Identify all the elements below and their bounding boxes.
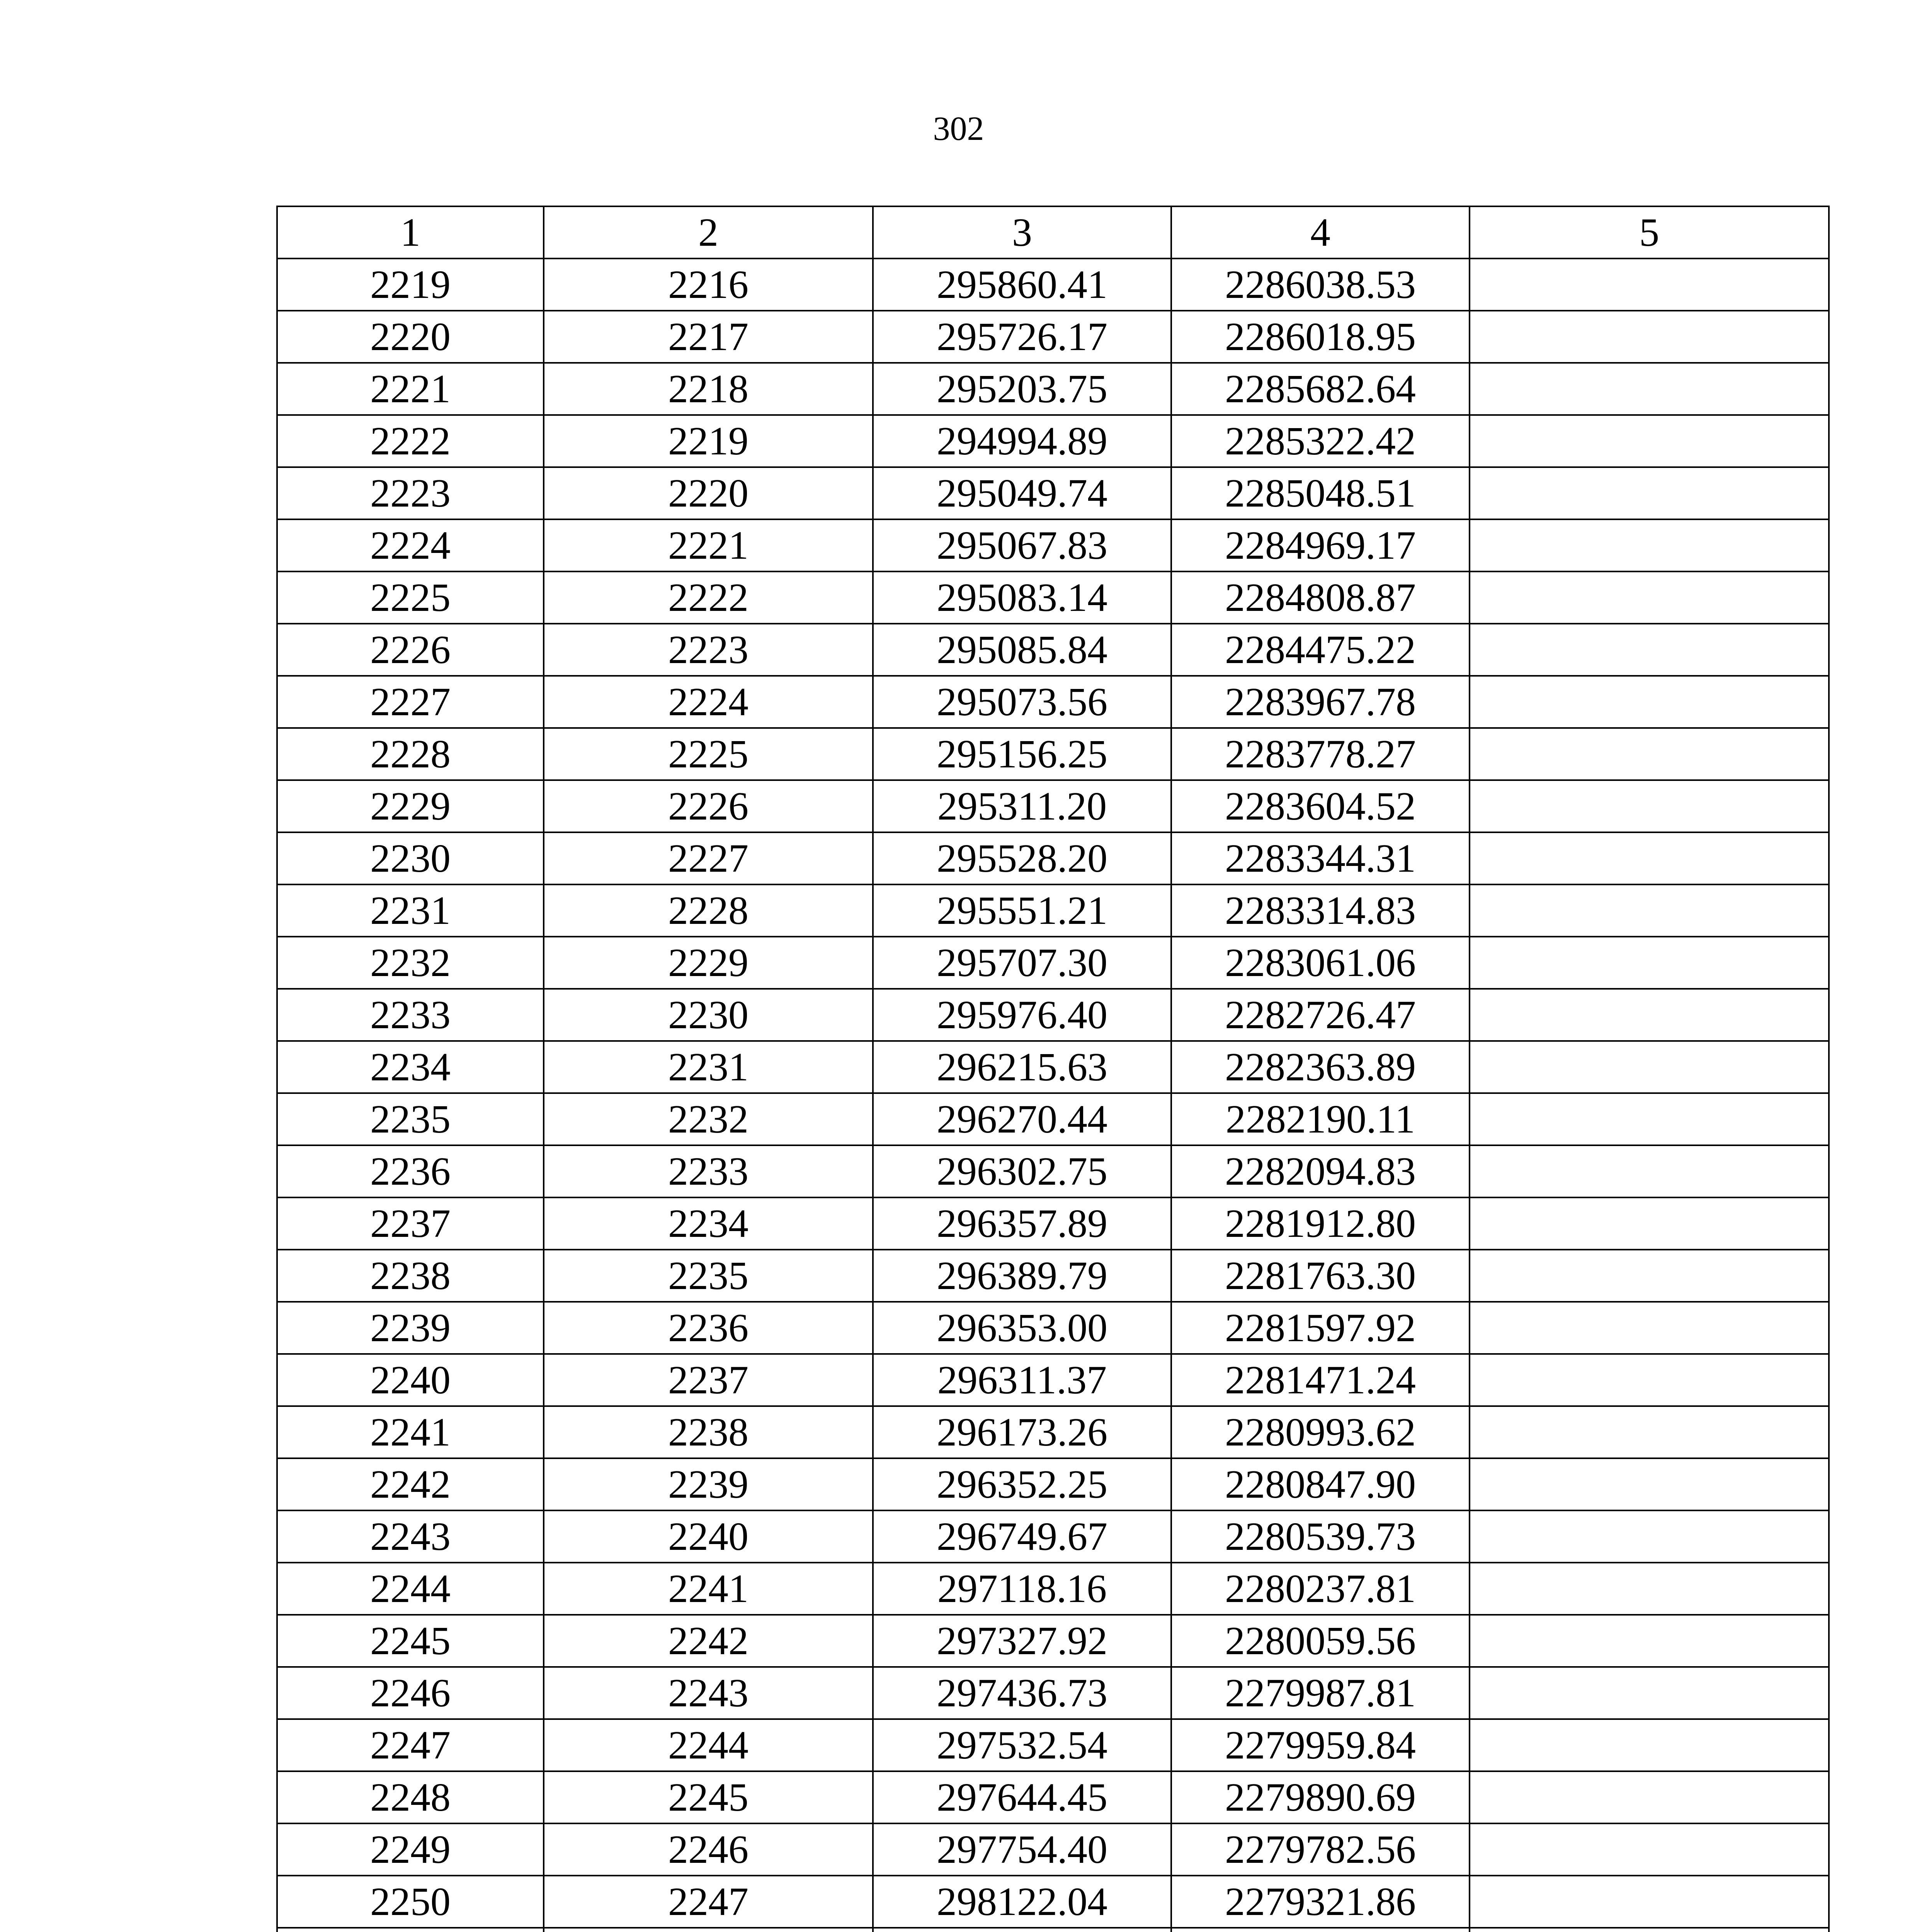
table-cell-col-5: [1470, 1093, 1829, 1145]
table-cell-col-1: 2237: [277, 1197, 544, 1250]
table-cell-col-5: [1470, 519, 1829, 571]
table-cell-col-4: 2281597.92: [1171, 1302, 1470, 1354]
table-row: [277, 937, 1829, 989]
table-cell-col-1: 2223: [277, 467, 544, 519]
table-row: [277, 1197, 1829, 1250]
table-cell-col-4: 2280237.81: [1171, 1563, 1470, 1615]
table-cell-col-1: 2220: [277, 311, 544, 363]
table-cell-col-4: 2282726.47: [1171, 989, 1470, 1041]
table-cell-col-3: 296173.26: [873, 1406, 1171, 1458]
table-cell-col-2: 2221: [544, 519, 873, 571]
table-cell-col-3: 295976.40: [873, 989, 1171, 1041]
table-cell-col-3: 295707.30: [873, 937, 1171, 989]
table-cell-col-2: 2244: [544, 1719, 873, 1771]
table-cell-col-5: [1470, 1354, 1829, 1406]
table-cell-col-2: 2231: [544, 1041, 873, 1093]
table-row: [277, 1250, 1829, 1302]
table-cell-col-2: 2224: [544, 676, 873, 728]
table-row: [277, 1823, 1829, 1876]
table-row: [277, 1928, 1829, 1932]
table-cell-col-3: 296352.25: [873, 1458, 1171, 1510]
table-cell-col-4: 2283314.83: [1171, 884, 1470, 937]
table-cell-col-3: 297532.54: [873, 1719, 1171, 1771]
table-cell-col-2: 2222: [544, 571, 873, 624]
table-cell-col-4: 2281471.24: [1171, 1354, 1470, 1406]
table-cell-col-2: 2217: [544, 311, 873, 363]
table-cell-col-1: 2239: [277, 1302, 544, 1354]
table-cell-col-2: 2242: [544, 1615, 873, 1667]
table-cell-col-2: 2219: [544, 415, 873, 467]
table-cell-col-4: 2281912.80: [1171, 1197, 1470, 1250]
table-cell-col-1: 2242: [277, 1458, 544, 1510]
table-cell-col-3: 295085.84: [873, 624, 1171, 676]
table-cell-col-2: 2225: [544, 728, 873, 780]
table-cell-col-3: 296389.79: [873, 1250, 1171, 1302]
table-cell-col-4: 2284808.87: [1171, 571, 1470, 624]
column-header-2: 2: [544, 206, 873, 259]
table-row: [277, 1093, 1829, 1145]
table-cell-col-3: 296311.37: [873, 1354, 1171, 1406]
table-cell-col-4: 2285682.64: [1171, 363, 1470, 415]
table-row: [277, 1406, 1829, 1458]
table-cell-col-3: 297436.73: [873, 1667, 1171, 1719]
table-cell-col-3: 295528.20: [873, 832, 1171, 884]
table-cell-col-2: 2246: [544, 1823, 873, 1876]
table-cell-col-3: 294994.89: [873, 415, 1171, 467]
table-cell-col-1: 2221: [277, 363, 544, 415]
table-cell-col-1: 2244: [277, 1563, 544, 1615]
table-cell-col-2: 2239: [544, 1458, 873, 1510]
table-cell-col-1: 2238: [277, 1250, 544, 1302]
coordinates-table: [276, 206, 1830, 1932]
table-cell-col-5: [1470, 1458, 1829, 1510]
table-cell-col-3: 295726.17: [873, 311, 1171, 363]
table-cell-col-1: 2236: [277, 1145, 544, 1197]
table-cell-col-2: 2235: [544, 1250, 873, 1302]
table-cell-col-3: 295203.75: [873, 363, 1171, 415]
table-cell-col-3: 295067.83: [873, 519, 1171, 571]
table-row: [277, 1354, 1829, 1406]
table-cell-col-4: 2286038.53: [1171, 259, 1470, 311]
table-cell-col-1: 2229: [277, 780, 544, 832]
table-row: [277, 1615, 1829, 1667]
table-cell-col-3: 296353.00: [873, 1302, 1171, 1354]
table-cell-col-5: [1470, 1563, 1829, 1615]
table-cell-col-5: [1470, 780, 1829, 832]
table-cell-col-1: [277, 1928, 544, 1932]
table-cell-col-1: 2227: [277, 676, 544, 728]
table-cell-col-3: 295073.56: [873, 676, 1171, 728]
table-cell-col-3: 295551.21: [873, 884, 1171, 937]
table-cell-col-1: 2232: [277, 937, 544, 989]
table-cell-col-3: 296357.89: [873, 1197, 1171, 1250]
table-row: [277, 624, 1829, 676]
table-cell-col-4: 2283344.31: [1171, 832, 1470, 884]
table-row: [277, 1041, 1829, 1093]
table-cell-col-1: 2241: [277, 1406, 544, 1458]
table-cell-col-1: 2240: [277, 1354, 544, 1406]
table-cell-col-2: 2241: [544, 1563, 873, 1615]
table-row: [277, 1458, 1829, 1510]
table-cell-col-1: 2248: [277, 1771, 544, 1823]
table-row: [277, 1719, 1829, 1771]
table-cell-col-2: 2229: [544, 937, 873, 989]
table-cell-col-4: 2280059.56: [1171, 1615, 1470, 1667]
table-cell-col-4: 2279321.86: [1171, 1876, 1470, 1928]
table-row: [277, 1145, 1829, 1197]
table-cell-col-5: [1470, 363, 1829, 415]
table-cell-col-3: 296215.63: [873, 1041, 1171, 1093]
table-cell-col-4: 2279959.84: [1171, 1719, 1470, 1771]
table-cell-col-3: 296302.75: [873, 1145, 1171, 1197]
table-cell-col-5: [1470, 1928, 1829, 1932]
table-cell-col-5: [1470, 311, 1829, 363]
table-cell-col-5: [1470, 1667, 1829, 1719]
table-cell-col-4: 2280539.73: [1171, 1510, 1470, 1563]
table-cell-col-4: 2283604.52: [1171, 780, 1470, 832]
table-cell-col-5: [1470, 1302, 1829, 1354]
table-cell-col-3: 296749.67: [873, 1510, 1171, 1563]
table-cell-col-2: 2245: [544, 1771, 873, 1823]
table-cell-col-4: 2283061.06: [1171, 937, 1470, 989]
table-body: [277, 206, 1829, 1932]
table-row: [277, 311, 1829, 363]
table-cell-col-5: [1470, 1719, 1829, 1771]
table-cell-col-5: [1470, 1406, 1829, 1458]
table-cell-col-5: [1470, 937, 1829, 989]
table-cell-col-3: 295049.74: [873, 467, 1171, 519]
table-cell-col-4: 2282190.11: [1171, 1093, 1470, 1145]
table-cell-col-4: 2280847.90: [1171, 1458, 1470, 1510]
table-row: [277, 1771, 1829, 1823]
table-cell-col-4: 2279782.56: [1171, 1823, 1470, 1876]
table-cell-col-1: 2222: [277, 415, 544, 467]
table-cell-col-3: 297644.45: [873, 1771, 1171, 1823]
table-cell-col-5: [1470, 1876, 1829, 1928]
table-cell-col-3: 295083.14: [873, 571, 1171, 624]
table-cell-col-1: 2219: [277, 259, 544, 311]
table-row: [277, 363, 1829, 415]
table-cell-col-5: [1470, 1823, 1829, 1876]
table-cell-col-1: 2235: [277, 1093, 544, 1145]
table-cell-col-4: 2279890.69: [1171, 1771, 1470, 1823]
table-row: [277, 1302, 1829, 1354]
table-cell-col-5: [1470, 467, 1829, 519]
table-cell-col-4: 2281763.30: [1171, 1250, 1470, 1302]
table-cell-col-5: [1470, 1250, 1829, 1302]
table-cell-col-5: [1470, 676, 1829, 728]
table-cell-col-2: 2237: [544, 1354, 873, 1406]
table-cell-col-5: [1470, 1041, 1829, 1093]
table-row: [277, 1667, 1829, 1719]
table-cell-col-2: 2243: [544, 1667, 873, 1719]
table-cell-col-5: [1470, 1197, 1829, 1250]
table-cell-col-4: 2284475.22: [1171, 624, 1470, 676]
table-cell-col-2: 2228: [544, 884, 873, 937]
table-cell-col-2: 2218: [544, 363, 873, 415]
table-cell-col-5: [1470, 1771, 1829, 1823]
table-row: [277, 259, 1829, 311]
table-row: [277, 884, 1829, 937]
table-cell-col-1: 2230: [277, 832, 544, 884]
table-cell-col-2: 2227: [544, 832, 873, 884]
table-cell-col-1: 2228: [277, 728, 544, 780]
table-row: [277, 415, 1829, 467]
table-cell-col-1: 2234: [277, 1041, 544, 1093]
table-cell-col-5: [1470, 259, 1829, 311]
table-cell-col-2: 2230: [544, 989, 873, 1041]
table-cell-col-1: 2226: [277, 624, 544, 676]
table-cell-col-4: 2286018.95: [1171, 311, 1470, 363]
table-cell-col-1: 2245: [277, 1615, 544, 1667]
table-cell-col-5: [1470, 989, 1829, 1041]
table-cell-col-1: 2246: [277, 1667, 544, 1719]
table-cell-col-4: 2279987.81: [1171, 1667, 1470, 1719]
table-cell-col-4: 2283967.78: [1171, 676, 1470, 728]
table-cell-col-1: 2243: [277, 1510, 544, 1563]
table-row: [277, 728, 1829, 780]
table-cell-col-2: 2238: [544, 1406, 873, 1458]
table-cell-col-5: [1470, 1510, 1829, 1563]
column-header-3: 3: [873, 206, 1171, 259]
table-row: [277, 467, 1829, 519]
table-cell-col-4: [1171, 1928, 1470, 1932]
table-cell-col-4: 2282363.89: [1171, 1041, 1470, 1093]
table-row: [277, 1876, 1829, 1928]
table-cell-col-1: 2247: [277, 1719, 544, 1771]
table-row: [277, 519, 1829, 571]
table-cell-col-4: 2282094.83: [1171, 1145, 1470, 1197]
table-cell-col-2: 2216: [544, 259, 873, 311]
table-cell-col-2: 2223: [544, 624, 873, 676]
table-cell-col-2: 2220: [544, 467, 873, 519]
table-cell-col-5: [1470, 571, 1829, 624]
page-number: 302: [933, 110, 984, 148]
table-cell-col-3: 297754.40: [873, 1823, 1171, 1876]
table-cell-col-4: 2285322.42: [1171, 415, 1470, 467]
table-cell-col-1: 2249: [277, 1823, 544, 1876]
column-header-1: 1: [277, 206, 544, 259]
table-cell-col-3: 295156.25: [873, 728, 1171, 780]
table-cell-col-1: 2233: [277, 989, 544, 1041]
table-row: [277, 832, 1829, 884]
table-row: [277, 676, 1829, 728]
table-cell-col-4: 2283778.27: [1171, 728, 1470, 780]
table-row: [277, 989, 1829, 1041]
column-header-4: 4: [1171, 206, 1470, 259]
table-cell-col-1: 2231: [277, 884, 544, 937]
table-cell-col-3: 297118.16: [873, 1563, 1171, 1615]
table-cell-col-5: [1470, 624, 1829, 676]
table-header-row: [277, 206, 1829, 259]
column-header-5: 5: [1470, 206, 1829, 259]
table-cell-col-2: 2233: [544, 1145, 873, 1197]
table-cell-col-2: 2232: [544, 1093, 873, 1145]
table-cell-col-5: [1470, 884, 1829, 937]
table-cell-col-1: 2250: [277, 1876, 544, 1928]
table-cell-col-5: [1470, 832, 1829, 884]
table-cell-col-4: 2280993.62: [1171, 1406, 1470, 1458]
table-cell-col-2: 2234: [544, 1197, 873, 1250]
table-cell-col-3: 295860.41: [873, 259, 1171, 311]
table-cell-col-2: 2236: [544, 1302, 873, 1354]
table-row: [277, 571, 1829, 624]
table-cell-col-2: [544, 1928, 873, 1932]
table-cell-col-2: 2226: [544, 780, 873, 832]
table-cell-col-1: 2224: [277, 519, 544, 571]
table-cell-col-5: [1470, 1145, 1829, 1197]
table-cell-col-5: [1470, 415, 1829, 467]
table-row: [277, 1510, 1829, 1563]
table-cell-col-1: 2225: [277, 571, 544, 624]
table-cell-col-3: 296270.44: [873, 1093, 1171, 1145]
table-cell-col-2: 2247: [544, 1876, 873, 1928]
table-cell-col-3: 297327.92: [873, 1615, 1171, 1667]
table-cell-col-3: [873, 1928, 1171, 1932]
table-cell-col-3: 298122.04: [873, 1876, 1171, 1928]
table-row: [277, 780, 1829, 832]
table-cell-col-4: 2284969.17: [1171, 519, 1470, 571]
table-cell-col-2: 2240: [544, 1510, 873, 1563]
table-cell-col-4: 2285048.51: [1171, 467, 1470, 519]
table-cell-col-5: [1470, 1615, 1829, 1667]
table-row: [277, 1563, 1829, 1615]
table-cell-col-3: 295311.20: [873, 780, 1171, 832]
table-cell-col-5: [1470, 728, 1829, 780]
